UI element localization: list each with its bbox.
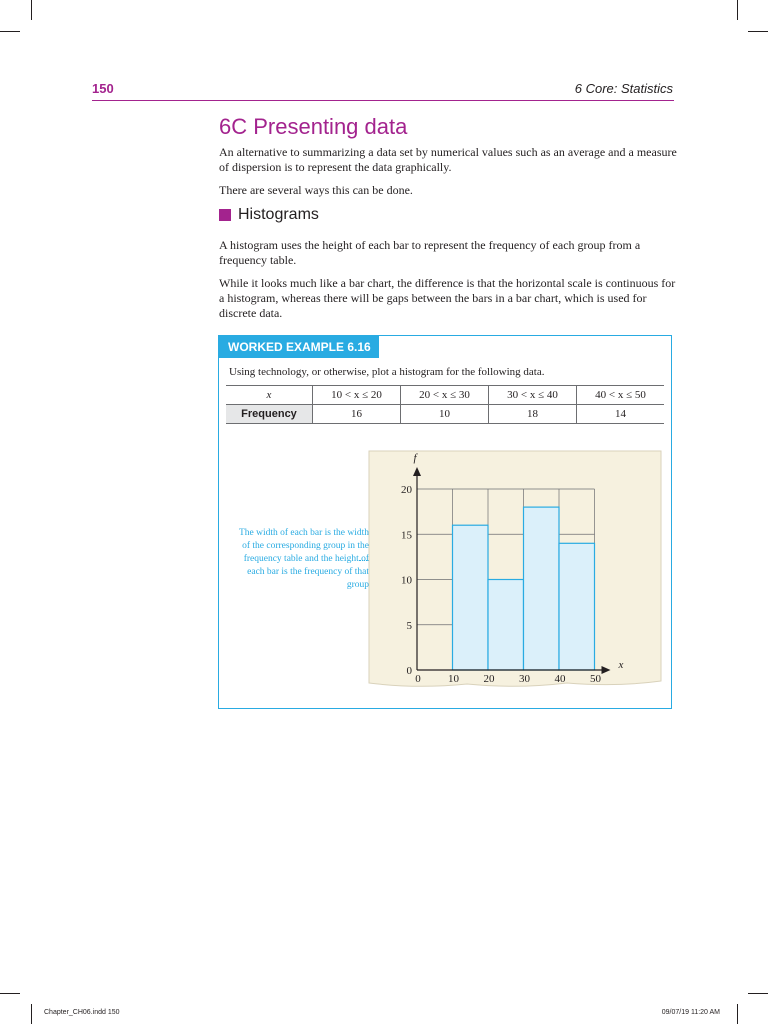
x-tick-label: 30 (519, 673, 530, 685)
table-cell: 18 (489, 405, 577, 424)
crop-mark (737, 1004, 738, 1024)
footer-timestamp: 09/07/19 11:20 AM (661, 1009, 720, 1016)
crop-mark (748, 993, 768, 994)
x-tick-label: 20 (483, 673, 495, 685)
crop-mark (0, 993, 20, 994)
page-number: 150 (92, 81, 114, 96)
table-cell: 40 < x ≤ 50 (577, 386, 665, 405)
worked-example-box (218, 335, 672, 709)
worked-example-label: WORKED EXAMPLE 6.16 (219, 336, 379, 358)
histogram-chart (367, 449, 663, 704)
header-rule (92, 100, 674, 101)
y-tick-label: 5 (406, 619, 412, 632)
histogram-paragraph-2: While it looks much like a bar chart, the difference is that the horizontal scale is continuous for a histogram, whereas there will be gaps between the bars in a bar chart, which is used for discrete data. (219, 276, 676, 320)
table-row-head: x (226, 386, 313, 405)
y-tick-label: 0 (406, 665, 412, 677)
y-tick-label: 15 (401, 529, 412, 542)
table-cell: 14 (577, 405, 665, 424)
histogram-bar (559, 543, 595, 670)
footer-file: Chapter_CH06.indd 150 (44, 1009, 120, 1016)
y-tick-label: 20 (401, 484, 412, 496)
histograms-heading (219, 206, 319, 224)
x-tick-label: 40 (554, 673, 566, 685)
frequency-table (226, 385, 664, 424)
x-tick-label: 0 (415, 673, 421, 685)
table-cell: 20 < x ≤ 30 (401, 386, 489, 405)
section-title: 6C Presenting data (219, 114, 408, 139)
worked-example-question: Using technology, or otherwise, plot a histogram for the following data. (229, 366, 545, 378)
crop-mark (31, 0, 32, 20)
y-tick-label: 10 (401, 574, 412, 587)
intro-paragraph-1: An alternative to summarizing a data set by numerical values such as an average and a measure of dispersion is to represent the data graphically. (219, 145, 677, 174)
table-cell: 10 < x ≤ 20 (313, 386, 401, 405)
crop-mark (737, 0, 738, 20)
histogram-bar (453, 525, 489, 670)
heading-square-icon (219, 209, 231, 221)
table-cell: 30 < x ≤ 40 (489, 386, 577, 405)
y-axis-label: f (413, 452, 417, 464)
chart-annotation: The width of each bar is the width of the corresponding group in the frequency table and the height of each bar is the frequency of that group (238, 528, 369, 590)
table-row (226, 405, 664, 424)
chapter-title: 6 Core: Statistics (574, 81, 673, 96)
table-cell: 16 (313, 405, 401, 424)
crop-mark (748, 31, 768, 32)
histogram-bar (488, 580, 524, 671)
x-axis-label: x (618, 659, 624, 671)
histogram-svg (367, 449, 663, 699)
histogram-paragraph-1: A histogram uses the height of each bar to represent the frequency of each group from a frequency table. (219, 238, 641, 267)
crop-mark (31, 1004, 32, 1024)
crop-mark (0, 31, 20, 32)
table-row-head: Frequency (226, 405, 313, 424)
table-row (226, 386, 664, 405)
intro-paragraph-2: There are several ways this can be done. (219, 183, 413, 197)
x-tick-label: 50 (590, 673, 601, 685)
histograms-heading-text: Histograms (238, 206, 319, 223)
table-cell: 10 (401, 405, 489, 424)
histogram-bar (524, 507, 560, 670)
x-tick-label: 10 (448, 673, 459, 685)
